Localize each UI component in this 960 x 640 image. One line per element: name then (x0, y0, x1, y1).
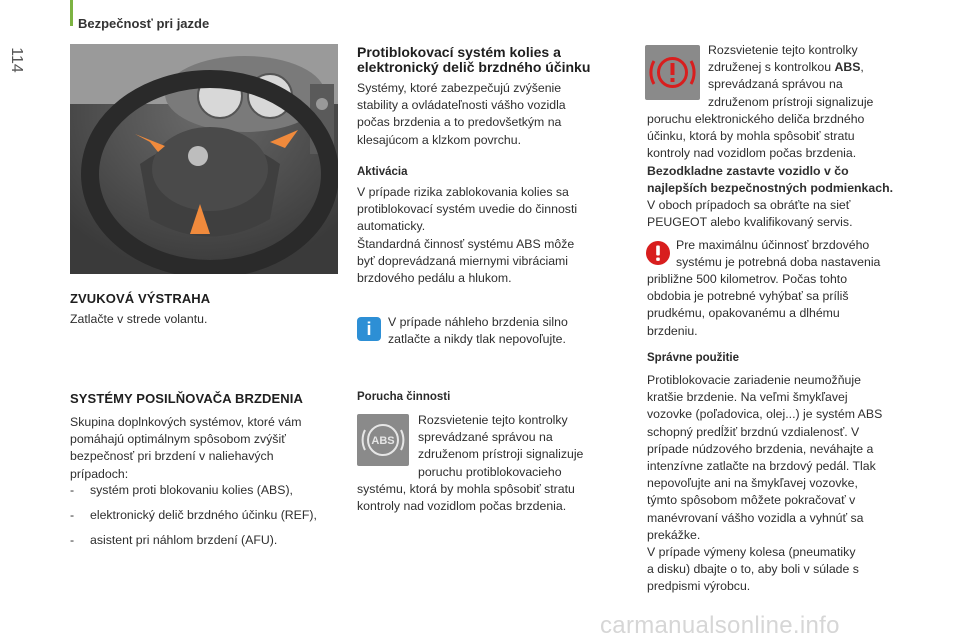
fault-text: systému, ktorá by mohla spôsobiť stratu kontroly nad vozidlom počas brzdenia. (357, 482, 575, 514)
warn-side-text: Pre maximálnu účinnosť brzdového systému je potrebná doba nastavenia (676, 238, 881, 270)
page-number (4, 30, 28, 90)
section-title: Bezpečnosť pri jazde (78, 16, 210, 31)
watermark: carmanualsonline.info (600, 612, 840, 639)
fault-title: Porucha činnosti (357, 391, 451, 403)
steering-wheel-photo (70, 44, 338, 274)
usage-title: Správne použitie (647, 352, 740, 364)
abs-intro: Systémy, ktoré zabezpečujú zvýšenie stability a ovládateľnosti vášho vozidla počas brzdenia a to predovšetkým na klesajúcom a klzkom povrchu. (357, 81, 566, 147)
braking-intro: Skupina doplnkových systémov, ktoré vám pomáhajú optimálnym spôsobom zvýšiť bezpečnosť pri brzdení v naliehavých prípadoch: (70, 415, 302, 481)
svg-text:114: 114 (7, 47, 25, 73)
horn-title: ZVUKOVÁ VÝSTRAHA (70, 291, 211, 306)
warning-icon (645, 240, 671, 266)
list-item: - asistent pri náhlom brzdení (AFU). (70, 533, 278, 548)
info-note: V prípade náhleho brzdenia silno zatlačte a nikdy tlak nepovoľujte. (388, 315, 568, 347)
activation-text: V prípade rizika zablokovania kolies sa protiblokovací systém uvedie do činnosti automaticky. Štandardná činnosť systému ABS môže byť doprevádzaná miernymi vibráciami brzdového pedálu a hlukom. (357, 185, 578, 286)
svg-text:ABS: ABS (371, 435, 395, 447)
info-icon: i (357, 317, 381, 341)
braking-list (70, 482, 355, 550)
ref-text: poruchu elektronického deliča brzdného účinku, ktorá by mohla spôsobiť stratu kontroly nad vozidlom počas brzdenia. Bezodkladne zastavte vozidlo v čo najlepších bezpečnostných podmienkach. V oboch prípadoch sa obráťte na sieť PEUGEOT alebo kvalifikovaný servis. (647, 112, 893, 230)
braking-title: SYSTÉMY POSILŇOVAČA BRZDENIA (70, 391, 303, 406)
abs-title: Protiblokovací systém kolies a elektronický delič brzdného účinku (357, 44, 591, 75)
usage-text: Protiblokovacie zariadenie neumožňuje kratšie brzdenie. Na veľmi šmykľavej vozovke (poľadovica, olej...) je systém ABS schopný predĺžiť brzdnú vzdialenosť. V prípade núdzového brzdenia, neváhajte a intenzívne zatlačte na brzdový pedál. Tlak nepovoľujte ani na šmykľavej vozovke, týmto spôsobom môžete pokračovať v manévrovaní vášho vozidla a vyhnúť sa prekážke. V prípade výmeny kolesa (pneumatiky a disku) dbajte o to, aby boli v súlade s predpismi výrobcu. (647, 373, 883, 594)
ref-side-text: Rozsvietenie tejto kontrolky združenej s kontrolkou ABS, sprevádzaná správou na združenom prístroji signalizuje (708, 43, 874, 109)
activation-title: Aktivácia (357, 166, 408, 178)
list-item: - elektronický delič brzdného účinku (REF), (70, 508, 317, 523)
section-accent-bar (70, 0, 73, 26)
abs-warning-icon (357, 414, 409, 466)
horn-text: Zatlačte v strede volantu. (70, 312, 208, 326)
brake-warning-icon (645, 45, 700, 100)
warn-text: približne 500 kilometrov. Počas tohto obdobia je potrebné vyhýbať sa príliš prudkému, opakovanému a dlhému brzdeniu. (647, 272, 849, 338)
list-item: - systém proti blokovaniu kolies (ABS), (70, 483, 293, 497)
fault-side-text: Rozsvietenie tejto kontrolky sprevádzané správou na združenom prístroji signalizuje poruchu protiblokovacieho (418, 413, 584, 479)
